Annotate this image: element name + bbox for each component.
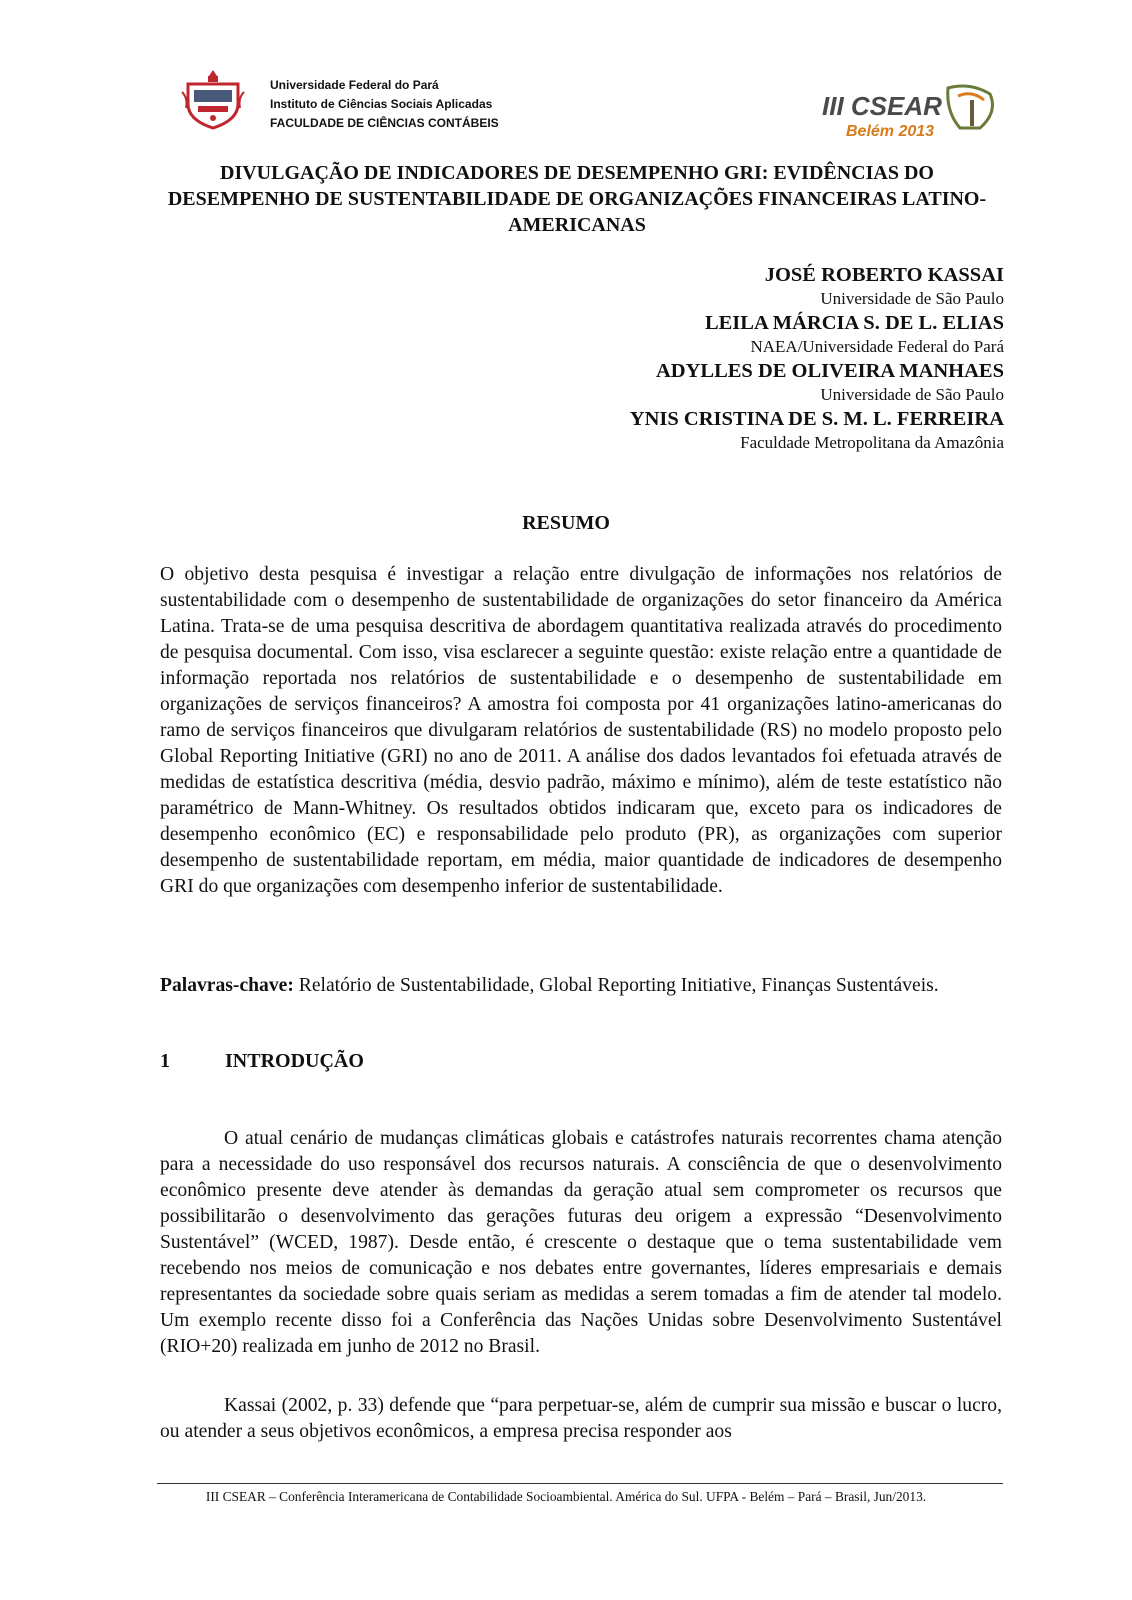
body-paragraph: O atual cenário de mudanças climáticas globais e catástrofes naturais recorrentes chama atenção para a necessidade do uso responsável dos recursos naturais. A consciência de que o desenvolvimento econômico presente deve atender às demandas da geração atual sem comprometer os recursos que possibilitarão o desenvolvimento das gerações futuras deu origem a expressão “Desenvolvimento Sustentável” (WCED, 1987). Desde então, é crescente o destaque que o tema sustentabilidade vem recebendo nos meios de comunicação e nos debates entre governantes, líderes empresariais e demais representantes da sociedade sobre quais seriam as medidas a serem tomadas a fim de atender tal modelo. Um exemplo recente disso foi a Conferência das Nações Unidas sobre Desenvolvimento Sustentável (RIO+20) realizada em junho de 2012 no Brasil. xyxy=(160,1128,1002,1357)
page-footer: III CSEAR – Conferência Interamericana de Contabilidade Socioambiental. América do Sul. UFPA - Belém – Pará – Brasil, Jun/2013. xyxy=(205,1489,927,1504)
author-name: JOSÉ ROBERTO KASSAI xyxy=(764,264,1004,286)
abstract-text: O objetivo desta pesquisa é investigar a relação entre divulgação de informações nos relatórios de sustentabilidade com o desempenho de sustentabilidade de organizações do setor financeiro da América Latina. Trata-se de uma pesquisa descritiva de abordagem quantitativa realizada através do procedimento de pesquisa documental. Com isso, visa esclarecer a seguinte questão: existe relação entre a quantidade de informação reportada nos relatórios de sustentabilidade e o desempenho de sustentabilidade em organizações de serviços financeiros? A amostra foi composta por 41 organizações latino-americanas do ramo de serviços financeiros que divulgaram relatórios de sustentabilidade (RS) no modelo proposto pelo Global Reporting Initiative (GRI) no ano de 2011. A análise dos dados levantados foi efetuada através de medidas de estatística descritiva (média, desvio padrão, máximo e mínimo), além de teste estatístico não paramétrico de Mann-Whitney. Os resultados obtidos indicaram que, exceto para os indicadores de desempenho econômico (EC) e responsabilidade pelo produto (PR), as organizações com superior desempenho de sustentabilidade reportam, em média, maior quantidade de indicadores de desempenho GRI do que organizações com desempenho inferior de sustentabilidade. xyxy=(160,564,1002,897)
author-list xyxy=(630,262,1004,454)
section-heading xyxy=(160,1050,364,1073)
institution-line: Instituto de Ciências Sociais Aplicadas xyxy=(270,97,493,111)
section-title: INTRODUÇÃO xyxy=(225,1050,364,1072)
keywords-label: Palavras-chave: xyxy=(160,975,294,996)
author-affiliation: Universidade de São Paulo xyxy=(820,385,1004,404)
keywords xyxy=(160,973,1002,999)
paper-title: DIVULGAÇÃO DE INDICADORES DE DESEMPENHO GRI: EVIDÊNCIAS DO DESEMPENHO DE SUSTENTABILIDADE DE ORGANIZAÇÕES FINANCEIRAS LATINO-AMERICANAS xyxy=(167,162,987,236)
csear-logo-subtitle: Belém 2013 xyxy=(846,123,935,140)
footer-divider xyxy=(157,1483,1003,1484)
keywords-text: Relatório de Sustentabilidade, Global Reporting Initiative, Finanças Sustentáveis. xyxy=(298,975,939,996)
author-affiliation: Universidade de São Paulo xyxy=(820,289,1004,308)
csear-conference-logo xyxy=(820,82,1000,142)
author-affiliation: Faculdade Metropolitana da Amazônia xyxy=(740,433,1004,452)
body-paragraph: Kassai (2002, p. 33) defende que “para perpetuar-se, além de cumprir sua missão e buscar o lucro, ou atender a seus objetivos econômicos, a empresa precisa responder aos xyxy=(160,1395,1002,1442)
abstract-heading: RESUMO xyxy=(522,512,610,534)
author-name: LEILA MÁRCIA S. DE L. ELIAS xyxy=(704,312,1004,334)
csear-logo-text: III CSEAR xyxy=(822,91,942,121)
author-name: YNIS CRISTINA DE S. M. L. FERREIRA xyxy=(629,408,1004,430)
institution-line: FACULDADE DE CIÊNCIAS CONTÁBEIS xyxy=(270,116,499,130)
author-affiliation: NAEA/Universidade Federal do Pará xyxy=(750,337,1004,356)
section-number: 1 xyxy=(160,1050,170,1072)
author-name: ADYLLES DE OLIVEIRA MANHAES xyxy=(656,360,1004,382)
institution-line: Universidade Federal do Pará xyxy=(270,78,439,92)
university-crest-logo xyxy=(180,68,246,130)
institution-block xyxy=(270,76,499,133)
page-header xyxy=(180,68,1000,138)
